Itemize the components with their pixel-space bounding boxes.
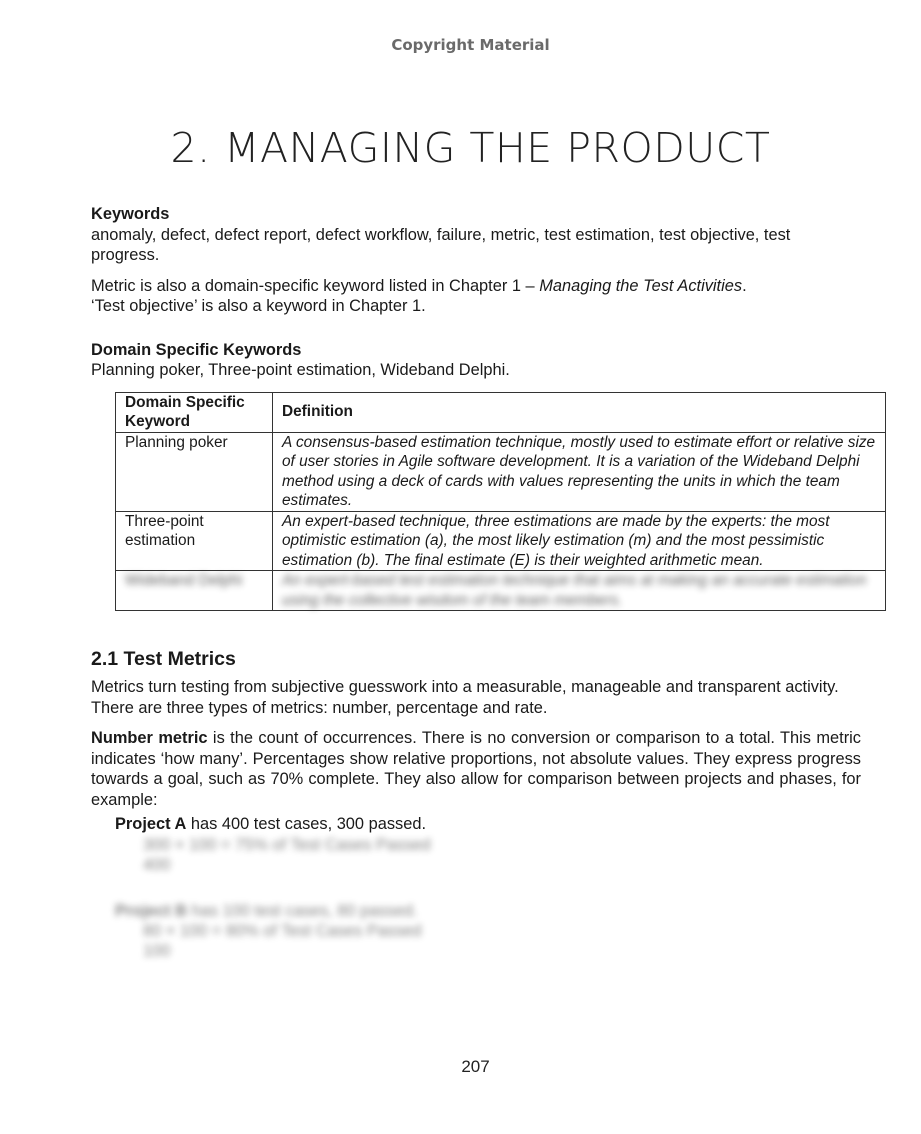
- keywords-list: anomaly, defect, defect report, defect workflow, failure, metric, test estimation, test objective, test progress.: [91, 225, 791, 264]
- project-a-label: Project A: [115, 815, 187, 833]
- project-a-formula: 300 × 100 = 75% of Test Cases Passed: [143, 835, 431, 854]
- table-cell-term: Three-point estimation: [116, 511, 273, 571]
- project-b-denominator: 100: [143, 942, 171, 960]
- keywords-note-2: ‘Test objective’ is also a keyword in Chapter 1.: [91, 297, 426, 315]
- chapter-title: 2. MANAGING THE PRODUCT: [170, 124, 771, 172]
- project-b-label: Project B: [115, 901, 187, 920]
- project-b-calculation: [143, 921, 861, 961]
- table-row: [116, 571, 886, 611]
- table-cell-term: Planning poker: [116, 432, 273, 511]
- chapter-reference: Managing the Test Activities: [539, 276, 743, 295]
- project-a-line: [115, 814, 861, 835]
- project-b-line: [115, 901, 861, 922]
- page-body: [91, 204, 876, 961]
- table-cell-definition: An expert-based test estimation technique that aims at making an accurate estimation using the collective wisdom of the team members.: [273, 571, 886, 611]
- table-header-definition: Definition: [273, 392, 886, 432]
- project-b-formula: 80 × 100 = 80% of Test Cases Passed: [143, 922, 422, 940]
- table-header-row: [116, 392, 886, 432]
- keywords-note-prefix: Metric is also a domain-specific keyword listed in Chapter 1 –: [91, 276, 540, 295]
- table-cell-definition: A consensus-based estimation technique, mostly used to estimate effort or relative size of user stories in Agile software development. It is a variation of the Wideband Delphi method using a deck of cards with values representing the units in which the team estimates.: [273, 432, 886, 511]
- keywords-heading: Keywords: [91, 205, 170, 223]
- number-metric-term: Number metric: [91, 729, 208, 747]
- table-cell-definition: An expert-based technique, three estimations are made by the experts: the most optimistic estimation (a), the most likely estimation (m) and the most pessimistic estimation (b). The final estimate (E) is their weighted arithmetic mean.: [273, 511, 886, 571]
- section-intro: Metrics turn testing from subjective guesswork into a measurable, manageable and transparent activity. There are three types of metrics: number, percentage and rate.: [91, 678, 839, 717]
- keywords-note-suffix: .: [742, 276, 747, 295]
- number-metric-paragraph: [91, 728, 861, 810]
- domain-keywords-heading: Domain Specific Keywords: [91, 340, 302, 359]
- table-row: [116, 511, 886, 571]
- table-cell-term: Wideband Delphi: [116, 571, 273, 611]
- table-row: [116, 432, 886, 511]
- keywords-note: [91, 276, 861, 297]
- project-a-calculation: [143, 835, 861, 875]
- number-metric-text: is the count of occurrences. There is no conversion or comparison to a total. This metric indicates ‘how many’. Percentages show relative proportions, not absolute values. They express progress towards a goal, such as 70% complete. They also allow for comparison between projects and phases, for example:: [91, 729, 861, 809]
- copyright-header: Copyright Material: [391, 36, 550, 54]
- project-a-text: has 400 test cases, 300 passed.: [186, 815, 427, 833]
- domain-keyword-table: [115, 392, 886, 612]
- section-title: 2.1 Test Metrics: [91, 648, 236, 670]
- page-number: 207: [461, 1057, 490, 1076]
- table-header-keyword: Domain Specific Keyword: [116, 392, 273, 432]
- project-b-text: has 100 test cases, 80 passed.: [186, 901, 418, 920]
- project-a-denominator: 400: [143, 855, 171, 874]
- domain-keywords-list: Planning poker, Three-point estimation, Wideband Delphi.: [91, 361, 510, 379]
